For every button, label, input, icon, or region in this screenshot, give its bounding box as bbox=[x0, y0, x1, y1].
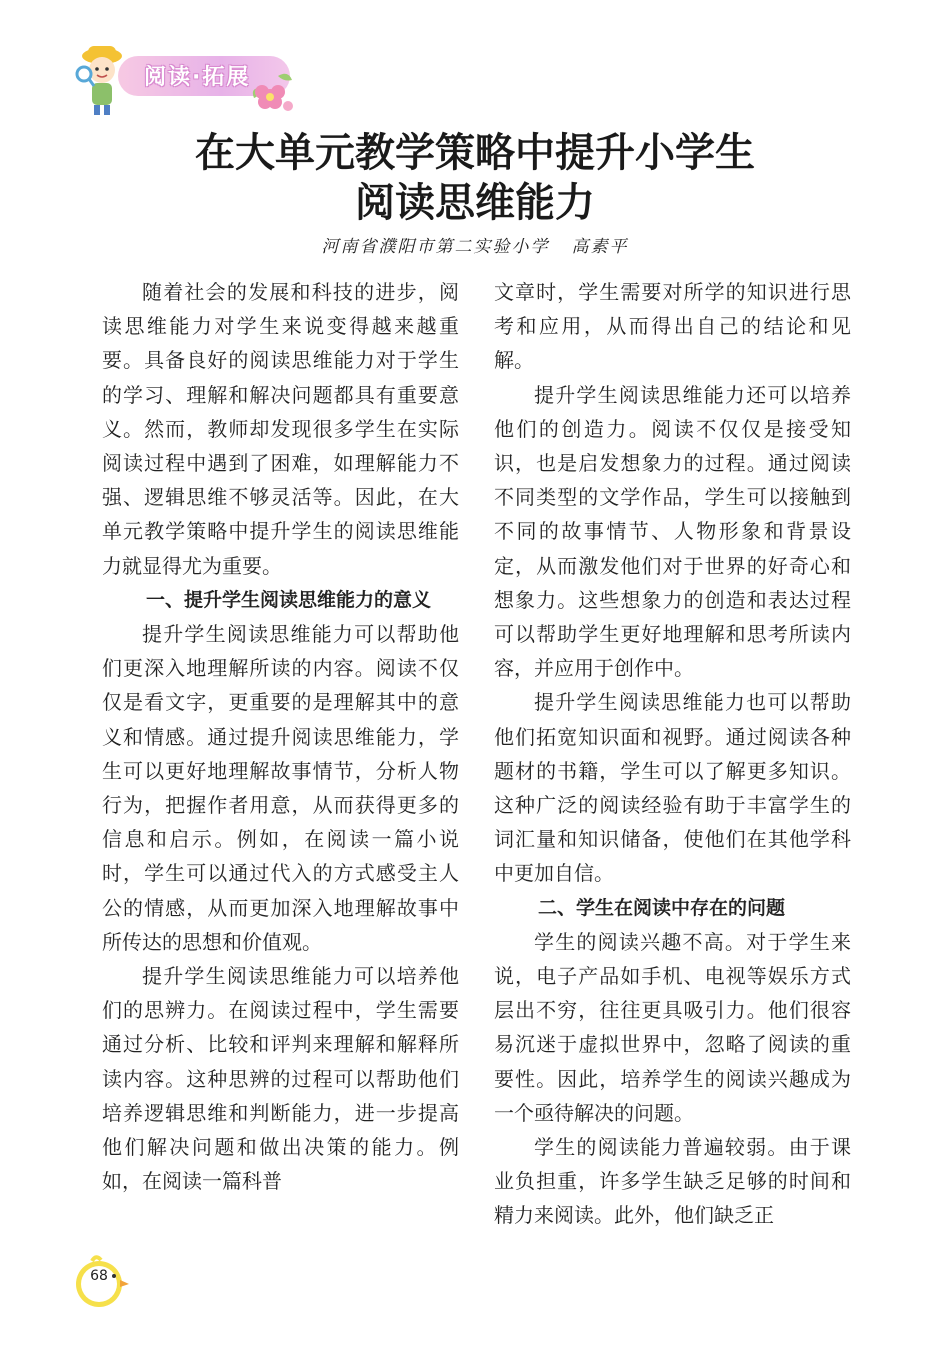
author-name: 高素平 bbox=[571, 237, 629, 257]
paragraph: 随着社会的发展和科技的进步，阅读思维能力对学生来说变得越来越重要。具备良好的阅读思维能力对于学生的学习、理解和解决问题都具有重要意义。然而，教师却发现很多学生在实际阅读过程中遇到了困难，如理解能力不强、逻辑思维不够灵活等。因此，在大单元教学策略中提升学生的阅读思维能力就显得尤为重要。 bbox=[102, 280, 459, 578]
title-line-1: 在大单元教学策略中提升小学生 bbox=[195, 130, 755, 176]
article-title bbox=[0, 128, 950, 228]
author-line bbox=[0, 232, 950, 257]
author-affiliation: 河南省濮阳市第二实验小学 bbox=[321, 237, 550, 257]
section-heading-1: 一、提升学生阅读思维能力的意义 bbox=[146, 588, 432, 611]
title-line-2: 阅读思维能力 bbox=[355, 180, 595, 226]
paragraph-continued: 文章时，学生需要对所学的知识进行思考和应用，从而得出自己的结论和见解。 bbox=[494, 280, 851, 373]
left-column bbox=[102, 275, 459, 1198]
page-number-badge bbox=[66, 1252, 136, 1312]
child-explorer-icon bbox=[72, 40, 132, 118]
badge-label: 阅读·拓展 bbox=[144, 65, 251, 90]
section-badge bbox=[72, 40, 302, 118]
flower-icon bbox=[248, 70, 298, 116]
right-column bbox=[494, 275, 851, 1233]
paragraph: 学生的阅读能力普遍较弱。由于课业负担重，许多学生缺乏足够的时间和精力来阅读。此外，他们缺乏正 bbox=[494, 1135, 851, 1228]
page-number: 68 bbox=[90, 1268, 108, 1284]
paragraph: 提升学生阅读思维能力可以培养他们的思辨力。在阅读过程中，学生需要通过分析、比较和评判来理解和解释所读内容。这种思辨的过程可以帮助他们培养逻辑思维和判断能力，进一步提高他们解决问题和做出决策的能力。例如，在阅读一篇科普 bbox=[102, 964, 459, 1194]
section-heading-2: 二、学生在阅读中存在的问题 bbox=[538, 896, 786, 919]
paragraph: 提升学生阅读思维能力可以帮助他们更深入地理解所读的内容。阅读不仅仅是看文字，更重要的是理解其中的意义和情感。通过提升阅读思维能力，学生可以更好地理解故事情节，分析人物行为，把握作者用意，从而获得更多的信息和启示。例如，在阅读一篇小说时，学生可以通过代入的方式感受主人公的情感，从而更加深入地理解故事中所传达的思想和价值观。 bbox=[102, 622, 459, 954]
paragraph: 提升学生阅读思维能力也可以帮助他们拓宽知识面和视野。通过阅读各种题材的书籍，学生可以了解更多知识。这种广泛的阅读经验有助于丰富学生的词汇量和知识储备，使他们在其他学科中更加自信。 bbox=[494, 690, 851, 886]
paragraph: 学生的阅读兴趣不高。对于学生来说，电子产品如手机、电视等娱乐方式层出不穷，往往更具吸引力。他们很容易沉迷于虚拟世界中，忽略了阅读的重要性。因此，培养学生的阅读兴趣成为一个亟待解决的问题。 bbox=[494, 929, 851, 1125]
paragraph: 提升学生阅读思维能力还可以培养他们的创造力。阅读不仅仅是接受知识，也是启发想象力的过程。通过阅读不同类型的文学作品，学生可以接触到不同的故事情节、人物形象和背景设定，从而激发他们对于世界的好奇心和想象力。这些想象力的创造和表达过程可以帮助学生更好地理解和思考所读内容，并应用于创作中。 bbox=[494, 382, 851, 681]
